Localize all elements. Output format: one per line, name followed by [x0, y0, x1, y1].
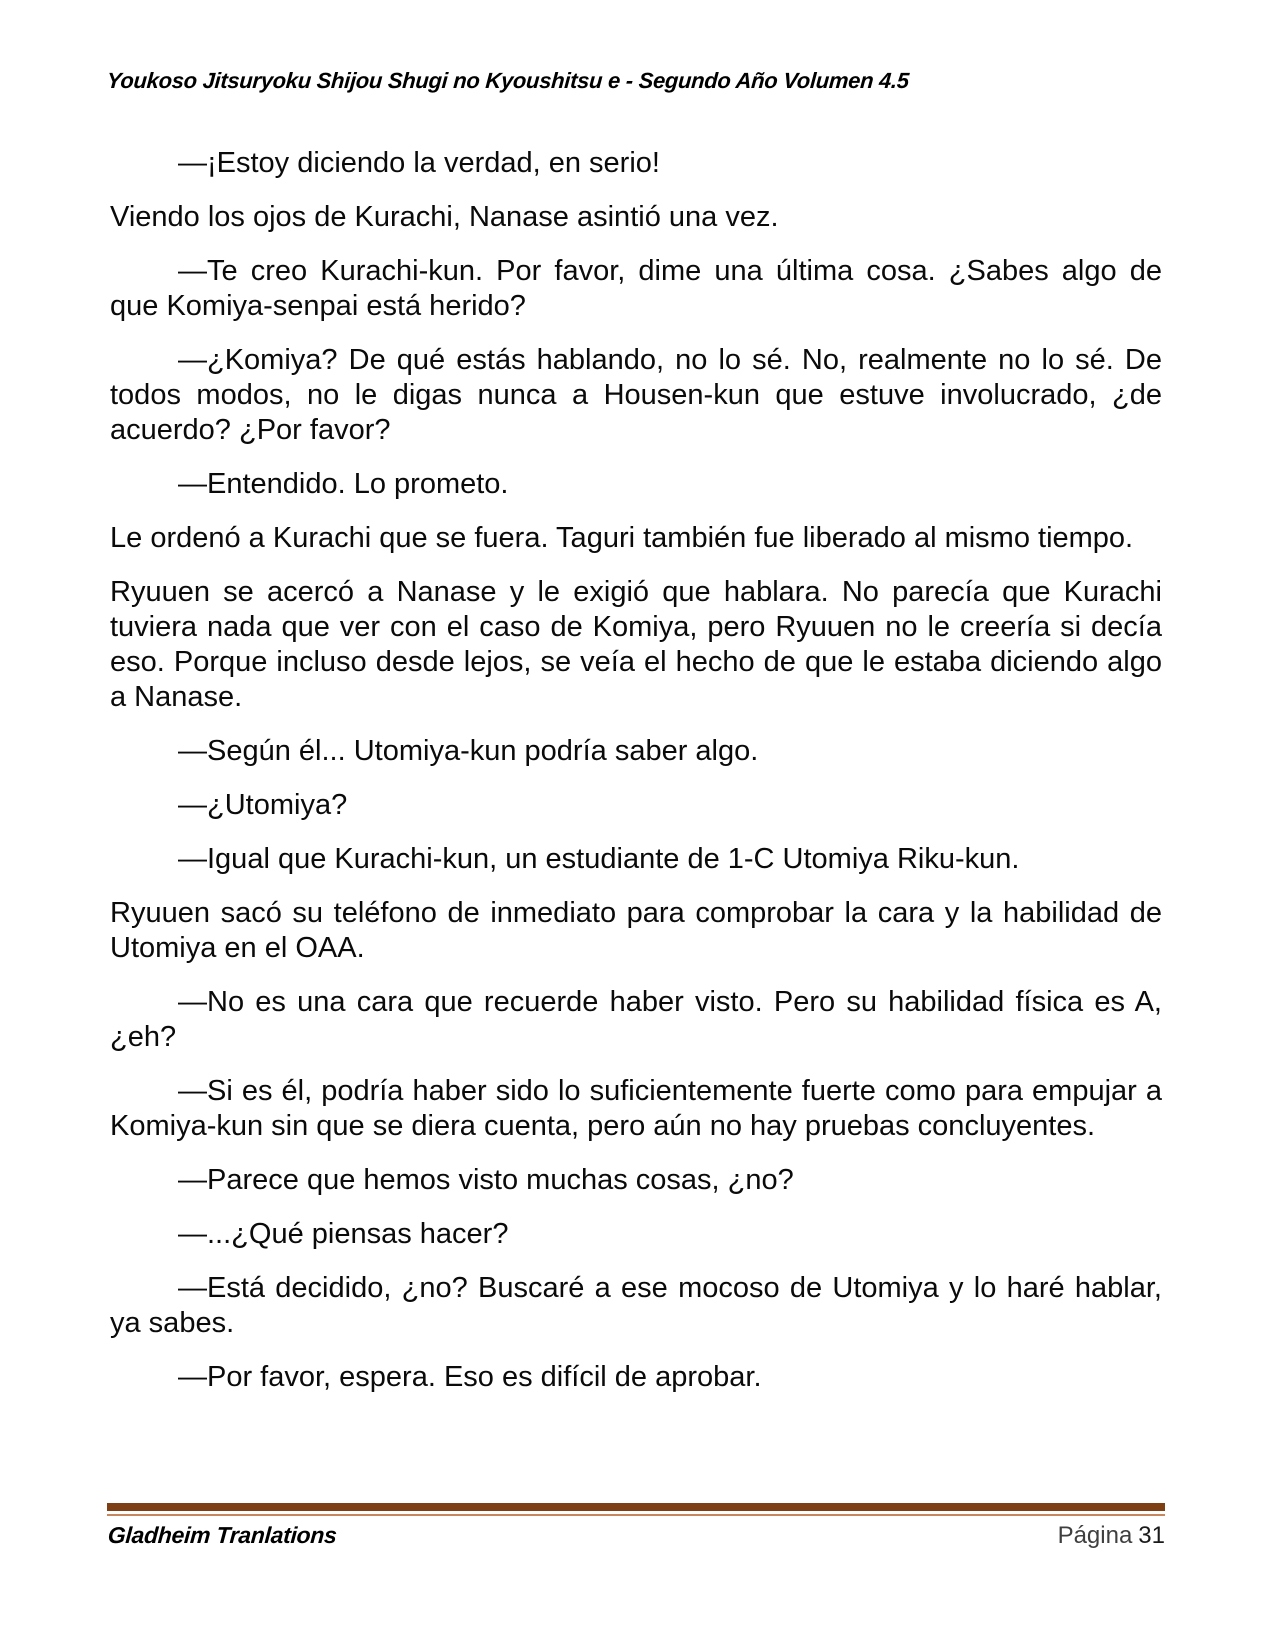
- footer: [107, 1522, 1165, 1550]
- paragraph: Le ordenó a Kurachi que se fuera. Taguri también fue liberado al mismo tiempo.: [110, 522, 1134, 554]
- paragraph: —Según él... Utomiya-kun podría saber algo.: [178, 735, 759, 767]
- paragraph: —No es una cara que recuerde haber visto. Pero su habilidad física es A, ¿eh?: [110, 986, 1162, 1053]
- paragraph: —Igual que Kurachi-kun, un estudiante de 1-C Utomiya Riku-kun.: [178, 843, 1020, 875]
- footer-page-label: Página: [1057, 1522, 1133, 1549]
- footer-divider-thick-line: [107, 1503, 1165, 1511]
- paragraph: —Está decidido, ¿no? Buscaré a ese mocoso de Utomiya y lo haré hablar, ya sabes.: [110, 1272, 1162, 1339]
- paragraph: —¿Komiya? De qué estás hablando, no lo sé. No, realmente no lo sé. De todos modos, no le digas nunca a Housen-kun que estuve involucrado, ¿de acuerdo? ¿Por favor?: [110, 344, 1162, 446]
- paragraph: —¿Utomiya?: [178, 789, 348, 821]
- paragraph: —...¿Qué piensas hacer?: [178, 1218, 509, 1250]
- footer-page-indicator: [1058, 1522, 1165, 1550]
- paragraph: Viendo los ojos de Kurachi, Nanase asintió una vez.: [110, 201, 779, 233]
- body-text: [110, 146, 1162, 1414]
- paragraph: —¡Estoy diciendo la verdad, en serio!: [178, 147, 660, 179]
- paragraph: —Parece que hemos visto muchas cosas, ¿no?: [178, 1164, 794, 1196]
- paragraph: —Por favor, espera. Eso es difícil de aprobar.: [178, 1361, 762, 1393]
- paragraph: —Te creo Kurachi-kun. Por favor, dime una última cosa. ¿Sabes algo de que Komiya-senpai está herido?: [110, 255, 1162, 322]
- footer-page-number: 31: [1138, 1522, 1165, 1549]
- footer-translator-name: Gladheim Tranlations: [107, 1522, 338, 1548]
- footer-divider-thin-line: [107, 1514, 1165, 1516]
- paragraph: —Entendido. Lo prometo.: [178, 468, 509, 500]
- paragraph: Ryuuen se acercó a Nanase y le exigió que hablara. No parecía que Kurachi tuviera nada que ver con el caso de Komiya, pero Ryuuen no le creería si decía eso. Porque incluso desde lejos, se veía el hecho de que le estaba diciendo algo a Nanase.: [110, 576, 1162, 713]
- page-header-title: Youkoso Jitsuryoku Shijou Shugi no Kyoushitsu e - Segundo Año Volumen 4.5: [106, 68, 910, 93]
- paragraph: —Si es él, podría haber sido lo suficientemente fuerte como para empujar a Komiya-kun sin que se diera cuenta, pero aún no hay pruebas concluyentes.: [110, 1075, 1162, 1142]
- footer-divider: [107, 1503, 1165, 1516]
- paragraph: Ryuuen sacó su teléfono de inmediato para comprobar la cara y la habilidad de Utomiya en el OAA.: [110, 897, 1162, 964]
